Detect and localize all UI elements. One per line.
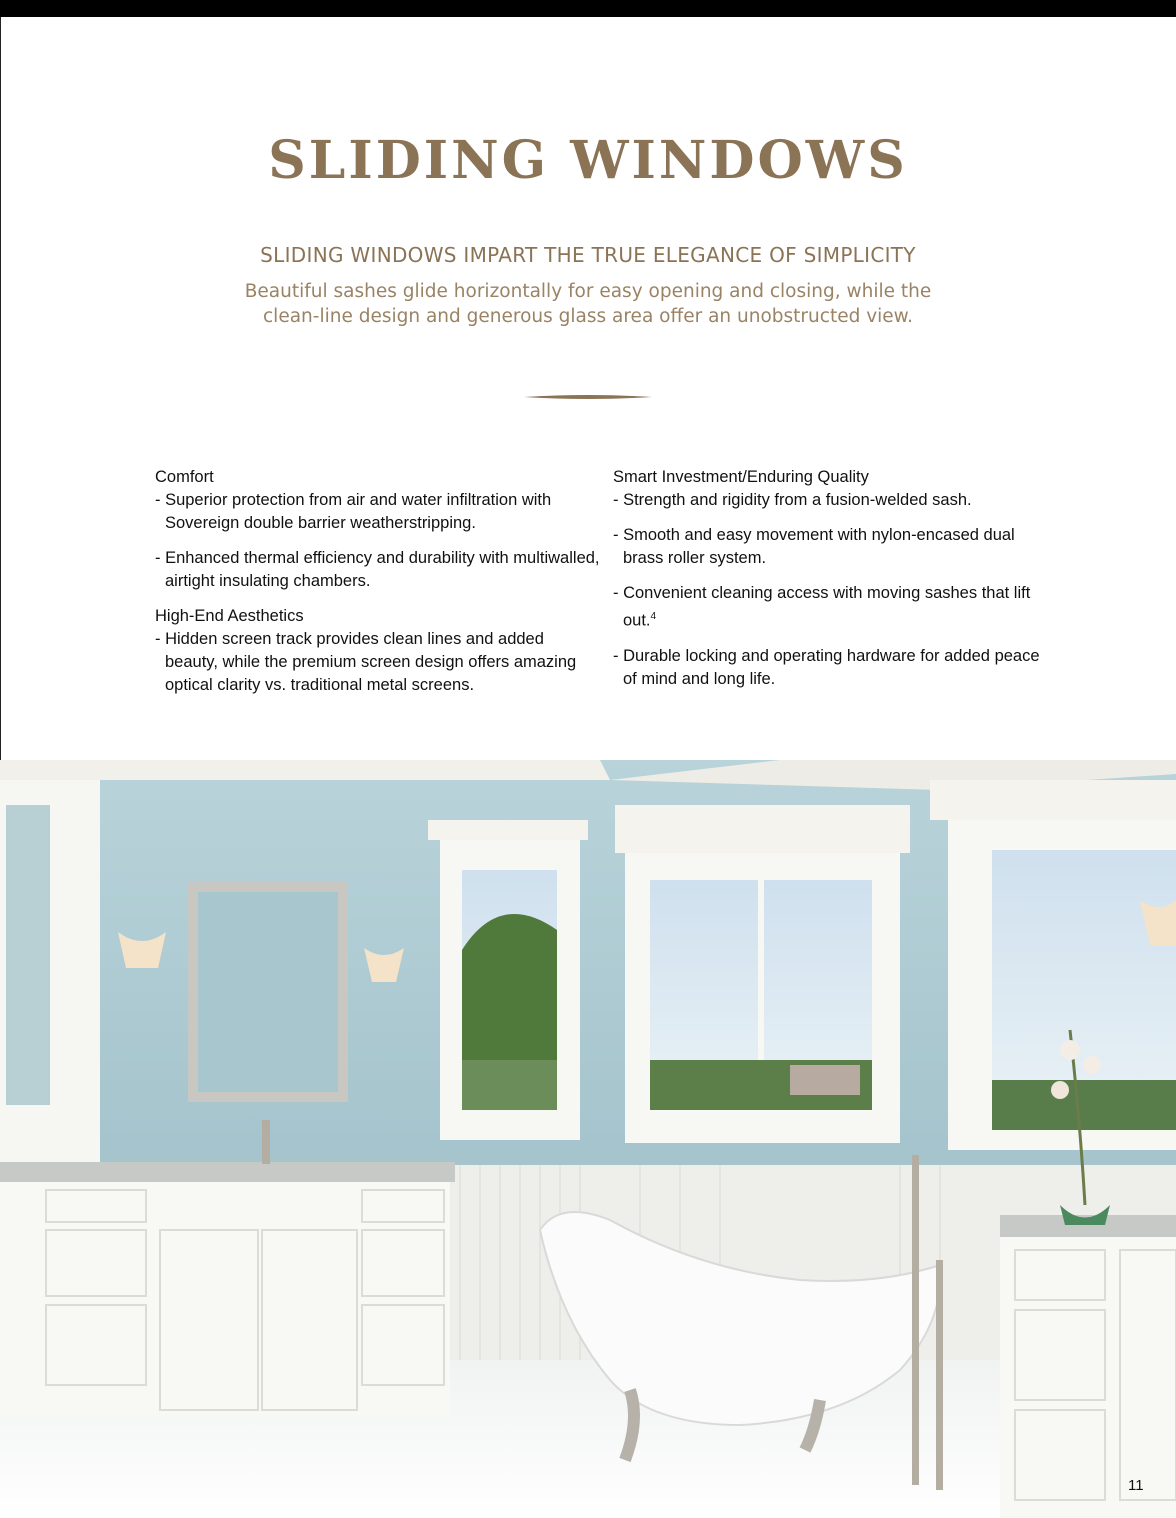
list-item: - Smooth and easy movement with nylon-encased dual brass roller system. <box>613 526 1015 567</box>
list-item: - Strength and rigidity from a fusion-welded sash. <box>613 491 972 509</box>
investment-heading: Smart Investment/Enduring Quality <box>613 468 869 486</box>
list-item: - Superior protection from air and water infiltration with Sovereign double barrier weatherstripping. <box>155 491 552 532</box>
comfort-heading: Comfort <box>155 468 214 486</box>
page-subtitle: SLIDING WINDOWS IMPART THE TRUE ELEGANCE OF SIMPLICITY <box>260 243 916 267</box>
page-number: 11 <box>1128 1477 1144 1494</box>
list-item: - Durable locking and operating hardware for added peace of mind and long life. <box>613 646 1040 688</box>
bathroom-photo <box>0 760 1176 1518</box>
list-item: - Enhanced thermal efficiency and durability with multiwalled, airtight insulating chambers. <box>155 549 600 590</box>
page-title: SLIDING WINDOWS <box>268 130 908 191</box>
investment-list <box>613 489 1053 691</box>
page-edge-line <box>0 17 1 762</box>
list-item-text: - Convenient cleaning access with moving sashes that lift out. <box>613 584 1031 630</box>
intro-text <box>200 279 976 329</box>
comfort-list <box>155 489 600 593</box>
top-bar <box>0 0 1176 17</box>
aesthetics-list <box>155 628 600 697</box>
intro-line-2: clean-line design and generous glass area offer an unobstructed view. <box>263 306 913 327</box>
intro-line-1: Beautiful sashes glide horizontally for easy opening and closing, while the <box>244 281 932 302</box>
features-left-column <box>155 466 600 709</box>
list-item: - Hidden screen track provides clean lines and added beauty, while the premium screen design offers amazing optical clarity vs. traditional metal screens. <box>155 630 577 694</box>
list-item <box>613 582 1053 633</box>
features-right-column <box>613 466 1053 703</box>
aesthetics-heading: High-End Aesthetics <box>155 607 304 625</box>
footnote-marker: 4 <box>650 611 657 622</box>
ornament-divider <box>524 392 652 402</box>
